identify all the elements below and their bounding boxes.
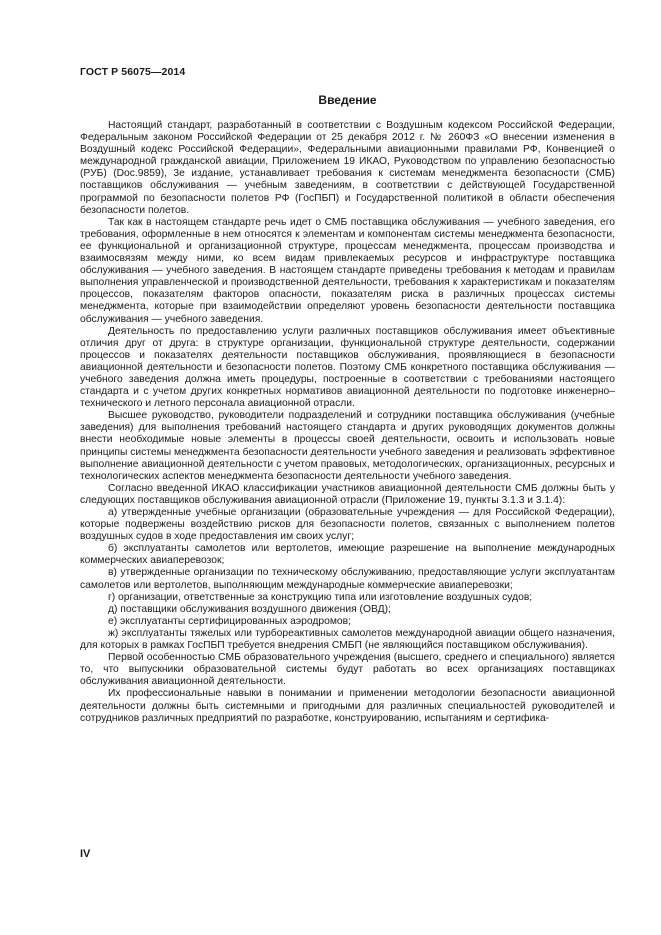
paragraph-differences: Деятельность по предоставлению услуги различных поставщиков обслуживания имеет объективные отличия друг от друга: в структуре организации, функциональной структуре деятельности, содержании процессов и показателях деятельности поставщиков обслуживания, проявляющиеся в безопасности авиационной деятельности и безопасности полетов. Поэтому СМБ конкретного поставщика обслуживания — учебного заведения должна иметь процедуры, построенные в соответствии с требованиями настоящего стандарта и с учетом других конкретных нормативов авиационной деятельности по подготовке инженерно–технического и летного персонала авиационной отрасли.	[80, 325, 615, 410]
list-item-d: д) поставщики обслуживания воздушного движения (ОВД);	[108, 603, 391, 615]
paragraph-professional-skills: Их профессиональные навыки в понимании и применении методологии безопасности авиационной деятельности должны быть системными и пригодными для различных специальностей руководителей и сотрудников различных предприятий по разработке, конструированию, испытаниям и сертифика-	[80, 688, 615, 724]
list-item-v: в) утвержденные организации по техническому обслуживанию, предоставляющие услуги эксплуатантам самолетов или вертолетов, выполняющим международные коммерческие авиаперевозки;	[80, 567, 615, 591]
paragraph-first-feature: Первой особенностью СМБ образовательного учреждения (высшего, среднего и специального) является то, что выпускники образовательной системы будут работать во всех организациях поставщиках обслуживания авиационной деятельности.	[80, 652, 615, 688]
body-text	[80, 120, 615, 725]
paragraph-management: Высшее руководство, руководители подразделений и сотрудники поставщика обслуживания (учебные заведения) для выполнения требований настоящего стандарта и других руководящих документов должны внести необходимые новые элементы в процессы своей деятельности, освоить и использовать новые принципы системы менеджмента безопасности деятельности учебного заведения и реализовать эффективное выполнение авиационной деятельности с учетом правовых, методологических, организационных, ресурсных и технологических аспектов менеджмента безопасности деятельности учебного заведения.	[80, 410, 615, 482]
section-title: Введение	[318, 93, 377, 107]
page-number: IV	[80, 848, 91, 860]
list-item-b: б) эксплуатанты самолетов или вертолетов, имеющие разрешение на выполнение международных коммерческих авиаперевозок;	[80, 543, 615, 567]
paragraph-intro: Настоящий стандарт, разработанный в соответствии с Воздушным кодексом Российской Федерации, Федеральным законом Российской Федерации от 25 декабря 2012 г. № 260ФЗ «О внесении изменения в Воздушный кодекс Российской Федерации», Федеральными авиационными правилами РФ, Конвенцией о международной гражданской авиации, Приложением 19 ИКАО, Руководством по управлению безопасностью (РУБ) (Doc.9859), 3е издание, устанавливает требования к системам менеджмента безопасности (СМБ) поставщиков обслуживания — учебным заведениям, в соответствии с действующей Государственной программой по безопасности полетов РФ (ГосПБП) и Государственной политикой в области обеспечения безопасности полетов.	[80, 120, 615, 216]
list-item-a: а) утвержденные учебные организации (образовательные учреждения — для Российской Федерации), которые подвержены воздействию рисков для безопасности полетов, связанных с выполнением полетов воздушных судов в ходе предоставления им своих услуг;	[80, 507, 615, 543]
list-item-zh: ж) эксплуатанты тяжелых или турбореактивных самолетов международной авиации общего назначения, для которых в рамках ГосПБП требуется внедрения СМБП (не являющийся поставщиком обслуживания).	[80, 627, 615, 652]
list-item-g: г) организации, ответственные за конструкцию типа или изготовление воздушных судов;	[108, 591, 533, 603]
paragraph-scope: Так как в настоящем стандарте речь идет о СМБ поставщика обслуживания — учебного заведения, его требования, оформленные в нем относятся к элементам и компонентам системы менеджмента безопасности, ее функциональной и организационной структуре, процессам менеджмента, процессам производства и взаимосвязям между ними, ко всем видам привлекаемых ресурсов и инфраструктуре поставщика обслуживания — учебного заведения. В настоящем стандарте приведены требования к методам и правилам выполнения управленческой и производственной деятельности, требования к характеристикам и показателям процессов, показателям факторов опасности, показателям риска в различных процессах системы менеджмента, которые при взаимодействии определяют уровень безопасности деятельности поставщика обслуживания — учебного заведения.	[80, 216, 615, 325]
list-item-e: е) эксплуатанты сертифицированных аэродромов;	[108, 615, 351, 627]
paragraph-icao-classification: Согласно введенной ИКАО классификации участников авиационной деятельности СМБ должны быть у следующих поставщиков обслуживания авиационной отрасли (Приложение 19, пункты 3.1.3 и 3.1.4):	[80, 482, 615, 506]
standard-code: ГОСТ Р 56075—2014	[80, 66, 186, 78]
